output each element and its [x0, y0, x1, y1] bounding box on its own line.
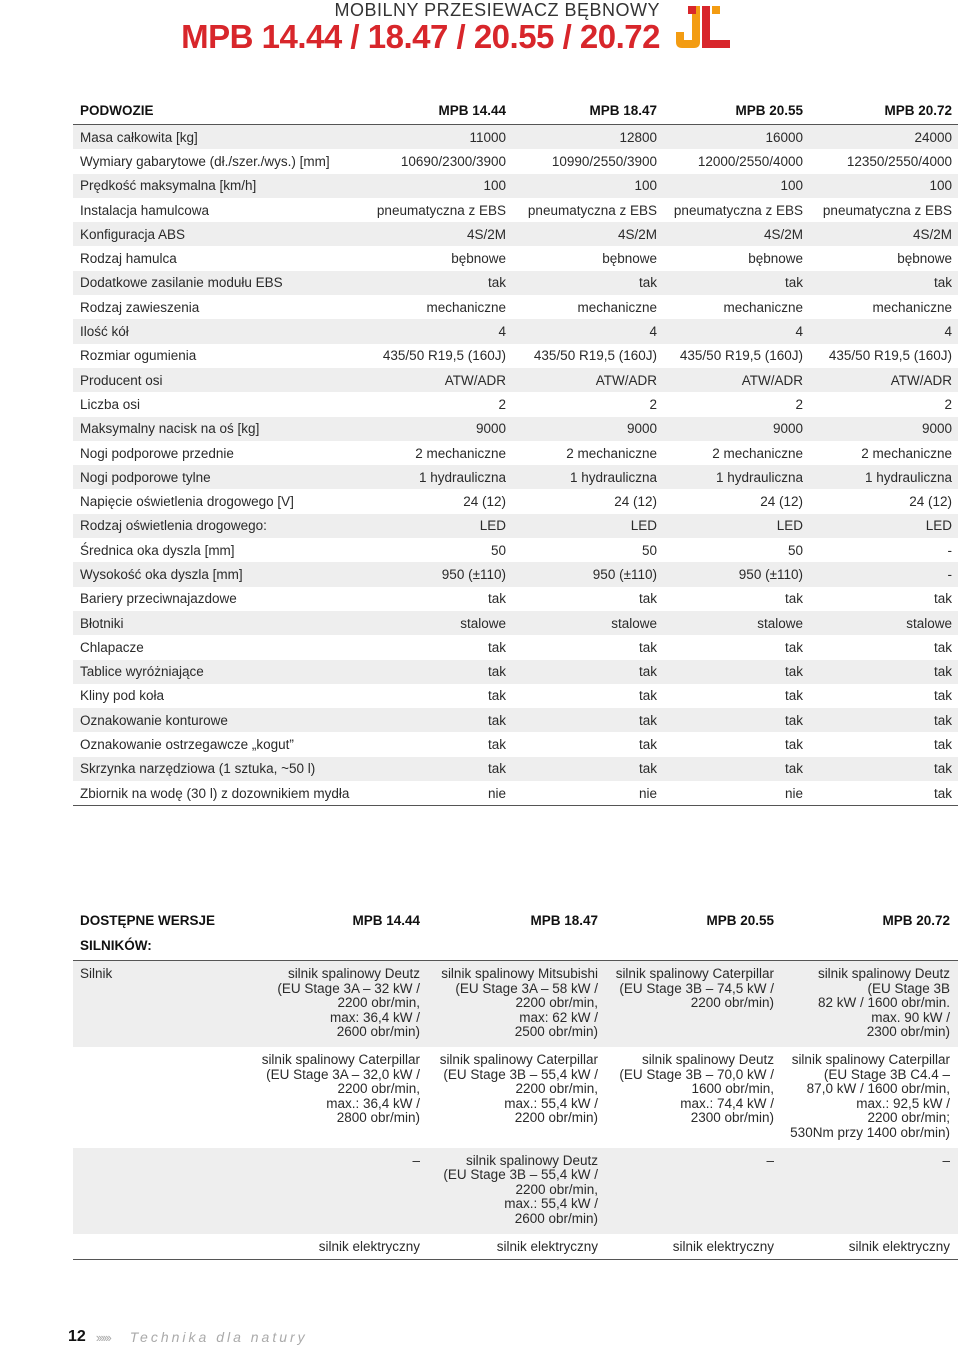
engine-cell — [422, 1053, 600, 1141]
engine-cell-line: 82 kW / 1600 obr/min. — [817, 995, 950, 1011]
row-label: Producent osi — [80, 372, 163, 388]
cell-value: 1 hydrauliczna — [864, 469, 952, 485]
row-label: Rozmiar ogumienia — [80, 348, 197, 364]
cell-value: 100 — [634, 178, 657, 194]
cell-value: mechaniczne — [577, 299, 657, 315]
row-label: Nogi podporowe tylne — [80, 469, 211, 485]
header-subtitle: MOBILNY PRZESIEWACZ BĘBNOWY — [334, 0, 660, 20]
engine-cell-line: 2200 obr/min, — [515, 995, 598, 1011]
engine-row-label — [73, 1240, 250, 1255]
row-label: Zbiornik na wodę (30 l) z dozownikiem mydła — [80, 785, 350, 801]
cell-value: stalowe — [460, 615, 506, 631]
table-row — [73, 757, 958, 781]
cell-value: tak — [784, 761, 803, 777]
cell-value: 9000 — [772, 421, 803, 437]
spec-table — [73, 96, 958, 806]
row-label: Tablice wyróżniające — [80, 664, 204, 680]
row-label: Rodzaj oświetlenia drogowego: — [80, 518, 267, 534]
row-label: Prędkość maksymalna [km/h] — [80, 178, 257, 194]
engine-cell-line: silnik spalinowy Caterpillar — [615, 966, 774, 981]
cell-value: tak — [784, 639, 803, 655]
row-label: Maksymalny nacisk na oś [kg] — [80, 421, 260, 437]
table-row — [73, 368, 958, 392]
engine-cell-line: 2300 obr/min) — [690, 1110, 774, 1126]
cell-value: 24 (12) — [463, 494, 506, 510]
cell-value: 9000 — [475, 421, 506, 437]
table-row — [73, 587, 958, 611]
cell-value: tak — [784, 664, 803, 680]
cell-value: 2 mechaniczne — [415, 445, 506, 461]
cell-value: 100 — [483, 178, 506, 194]
cell-value: 12350/2550/4000 — [846, 153, 952, 169]
cell-value: tak — [933, 591, 952, 607]
engine-cell-line: – — [942, 1152, 950, 1168]
engine-cell — [776, 1240, 952, 1255]
engine-cell-line: max.: 74,4 kW / — [680, 1095, 774, 1111]
table-row — [73, 732, 958, 756]
cell-value: 2 mechaniczne — [566, 445, 657, 461]
engine-cell-line: (EU Stage 3B – 70,0 kW / — [619, 1066, 774, 1082]
cell-value: tak — [638, 639, 657, 655]
engine-cell — [600, 1053, 776, 1141]
cell-value: 4S/2M — [912, 226, 952, 242]
engine-cell — [776, 1053, 952, 1141]
cell-value: tak — [638, 275, 657, 291]
cell-value: nie — [487, 785, 506, 801]
cell-value: tak — [487, 275, 506, 291]
table-row — [73, 246, 958, 270]
cell-value: 4S/2M — [763, 226, 803, 242]
row-label: Kliny pod koła — [80, 688, 165, 704]
table-row — [73, 708, 958, 732]
header-title: MPB 14.44 / 18.47 / 20.55 / 20.72 — [181, 18, 660, 55]
engine-cell-line: max.: 92,5 kW / — [856, 1095, 950, 1111]
engine-cell-line: 2600 obr/min) — [336, 1024, 420, 1040]
engine-cell-line: (EU Stage 3B — [867, 980, 950, 996]
table-row — [73, 198, 958, 222]
row-label: Konfiguracja ABS — [80, 226, 186, 242]
company-logo — [672, 2, 734, 52]
cell-value: 2 — [498, 396, 506, 412]
engine-section-subtitle: SILNIKÓW: — [80, 938, 152, 953]
cell-value: 1 hydrauliczna — [715, 469, 803, 485]
engine-cell-line: (EU Stage 3B C4.4 – — [823, 1066, 950, 1082]
table-row — [73, 489, 958, 513]
engine-cell-line: max.: 36,4 kW / — [326, 1095, 420, 1111]
cell-value: 50 — [641, 542, 657, 558]
engine-cell-line: – — [412, 1152, 420, 1168]
engine-cell — [422, 967, 600, 1040]
cell-value: 12000/2550/4000 — [697, 153, 803, 169]
row-label: Dodatkowe zasilanie modułu EBS — [80, 275, 283, 291]
engine-cell-line: 2200 obr/min) — [514, 1110, 598, 1126]
table-row — [73, 392, 958, 416]
cell-value: tak — [487, 761, 506, 777]
cell-value: tak — [487, 737, 506, 753]
footer-tagline: Technika dla natury — [129, 1329, 308, 1345]
table-row — [73, 538, 958, 562]
cell-value: bębnowe — [748, 251, 803, 267]
engine-cell-line: 2200 obr/min, — [515, 1181, 598, 1197]
engine-cell-line: silnik spalinowy Deutz — [817, 966, 950, 981]
engine-cell — [600, 1240, 776, 1255]
engine-header-row — [73, 908, 958, 932]
engine-cell-line: 2200 obr/min, — [515, 1081, 598, 1097]
cell-value: LED — [776, 518, 803, 534]
engine-cell-line: max. 90 kW / — [871, 1009, 950, 1025]
cell-value: ATW/ADR — [595, 372, 657, 388]
engine-section-title: DOSTĘPNE WERSJE — [80, 912, 216, 928]
cell-value: 4S/2M — [617, 226, 657, 242]
engine-cell-line: (EU Stage 3B – 55,4 kW / — [443, 1066, 598, 1082]
cell-value: 435/50 R19,5 (160J) — [533, 348, 657, 364]
engine-rows — [73, 961, 958, 1259]
cell-value: ATW/ADR — [444, 372, 506, 388]
cell-value: 10690/2300/3900 — [400, 153, 506, 169]
cell-value: 9000 — [626, 421, 657, 437]
table-row — [73, 319, 958, 343]
cell-value: tak — [638, 737, 657, 753]
engine-cell-line: max: 36,4 kW / — [329, 1009, 420, 1025]
cell-value: 950 (±110) — [592, 566, 657, 582]
row-label: Rodzaj zawieszenia — [80, 299, 200, 315]
engine-cell-line: (EU Stage 3B – 55,4 kW / — [443, 1167, 598, 1183]
engine-cell-line: 1600 obr/min, — [691, 1081, 774, 1097]
row-label: Rodzaj hamulca — [80, 251, 177, 267]
engine-cell — [250, 1240, 422, 1255]
cell-value: tak — [933, 737, 952, 753]
chevrons-icon: ›››››› — [95, 1329, 110, 1345]
engine-cell — [422, 1154, 600, 1227]
row-label: Chlapacze — [80, 639, 144, 655]
cell-value: 435/50 R19,5 (160J) — [382, 348, 506, 364]
engine-cell — [250, 1154, 422, 1227]
row-label: Wysokość oka dyszla [mm] — [80, 566, 243, 582]
engine-cell-line: 2200 obr/min, — [337, 995, 420, 1011]
cell-value: 4 — [944, 324, 952, 340]
engine-cell — [776, 967, 952, 1040]
engine-cell-line: silnik elektryczny — [318, 1238, 420, 1254]
cell-value: - — [947, 542, 952, 558]
cell-value: tak — [933, 688, 952, 704]
cell-value: 9000 — [921, 421, 952, 437]
cell-value: 1 hydrauliczna — [418, 469, 506, 485]
cell-value: 100 — [929, 178, 952, 194]
engine-row — [73, 961, 958, 1047]
row-label: Napięcie oświetlenia drogowego [V] — [80, 494, 294, 510]
table-row — [73, 635, 958, 659]
model-col-3: MPB 20.55 — [735, 102, 803, 118]
cell-value: nie — [638, 785, 657, 801]
engine-cell-line: silnik spalinowy Mitsubishi — [441, 966, 598, 981]
engine-cell — [250, 967, 422, 1040]
table-row — [73, 417, 958, 441]
cell-value: tak — [784, 275, 803, 291]
row-label: Błotniki — [80, 615, 124, 631]
cell-value: 24 (12) — [760, 494, 803, 510]
engine-cell-line: silnik elektryczny — [672, 1238, 774, 1254]
spec-header-row — [73, 96, 958, 124]
table-row — [73, 562, 958, 586]
table-row — [73, 441, 958, 465]
engine-cell-line: silnik spalinowy Deutz — [287, 966, 420, 981]
cell-value: ATW/ADR — [741, 372, 803, 388]
engine-cell — [600, 967, 776, 1040]
cell-value: 2 — [795, 396, 803, 412]
row-label: Bariery przeciwnajazdowe — [80, 591, 237, 607]
engine-cell-line: 530Nm przy 1400 obr/min) — [790, 1124, 950, 1140]
cell-value: 12800 — [619, 129, 657, 145]
cell-value: tak — [784, 688, 803, 704]
cell-value: pneumatyczna z EBS — [527, 202, 657, 218]
engine-model-col-1: MPB 14.44 — [352, 912, 420, 928]
cell-value: tak — [487, 639, 506, 655]
cell-value: tak — [784, 737, 803, 753]
engine-table — [73, 908, 958, 1260]
cell-value: tak — [933, 275, 952, 291]
cell-value: ATW/ADR — [890, 372, 952, 388]
cell-value: 4 — [649, 324, 657, 340]
cell-value: 2 mechaniczne — [712, 445, 803, 461]
cell-value: 24 (12) — [909, 494, 952, 510]
cell-value: tak — [933, 639, 952, 655]
cell-value: tak — [638, 664, 657, 680]
cell-value: 1 hydrauliczna — [569, 469, 657, 485]
table-row — [73, 295, 958, 319]
cell-value: 2 — [944, 396, 952, 412]
row-label: Skrzynka narzędziowa (1 sztuka, ~50 l) — [80, 761, 316, 777]
cell-value: pneumatyczna z EBS — [376, 202, 506, 218]
cell-value: 11000 — [469, 129, 506, 145]
cell-value: tak — [487, 688, 506, 704]
page-number: 12 — [68, 1328, 86, 1345]
cell-value: tak — [638, 591, 657, 607]
cell-value: stalowe — [611, 615, 657, 631]
table-row — [73, 660, 958, 684]
engine-cell-line: (EU Stage 3B – 74,5 kW / — [619, 980, 774, 996]
cell-value: pneumatyczna z EBS — [822, 202, 952, 218]
engine-cell-line: silnik spalinowy Caterpillar — [261, 1051, 420, 1067]
row-label: Instalacja hamulcowa — [80, 202, 210, 218]
engine-cell-line: 2500 obr/min) — [514, 1024, 598, 1040]
engine-model-col-2: MPB 18.47 — [530, 912, 598, 928]
engine-cell — [776, 1154, 952, 1227]
cell-value: mechaniczne — [426, 299, 506, 315]
cell-value: bębnowe — [602, 251, 657, 267]
cell-value: 50 — [787, 542, 803, 558]
table-row — [73, 271, 958, 295]
model-col-1: MPB 14.44 — [438, 102, 506, 118]
cell-value: mechaniczne — [723, 299, 803, 315]
table-row — [73, 222, 958, 246]
cell-value: tak — [638, 761, 657, 777]
row-label: Nogi podporowe przednie — [80, 445, 234, 461]
table-row — [73, 514, 958, 538]
cell-value: tak — [638, 712, 657, 728]
table-row — [73, 611, 958, 635]
cell-value: LED — [630, 518, 657, 534]
table-row — [73, 125, 958, 149]
engine-row-label — [73, 1053, 250, 1141]
cell-value: 4S/2M — [466, 226, 506, 242]
cell-value: 435/50 R19,5 (160J) — [828, 348, 952, 364]
cell-value: tak — [933, 761, 952, 777]
cell-value: LED — [925, 518, 952, 534]
page-footer — [68, 1325, 308, 1349]
row-label: Oznakowanie konturowe — [80, 712, 228, 728]
cell-value: 2 mechaniczne — [861, 445, 952, 461]
cell-value: pneumatyczna z EBS — [673, 202, 803, 218]
row-label: Ilość kół — [80, 324, 129, 340]
cell-value: mechaniczne — [872, 299, 952, 315]
cell-value: 4 — [498, 324, 506, 340]
engine-row-label: Silnik — [80, 966, 113, 981]
table-row — [73, 149, 958, 173]
engine-cell-line: max.: 55,4 kW / — [504, 1095, 598, 1111]
table-row — [73, 174, 958, 198]
cell-value: LED — [479, 518, 506, 534]
cell-value: 100 — [780, 178, 803, 194]
engine-cell-line: 87,0 kW / 1600 obr/min, — [806, 1081, 950, 1097]
cell-value: nie — [784, 785, 803, 801]
engine-cell-line: (EU Stage 3A – 32 kW / — [277, 980, 420, 996]
row-label: Średnica oka dyszla [mm] — [80, 542, 235, 558]
engine-row — [73, 1047, 958, 1148]
engine-bottom-divider — [73, 1259, 958, 1260]
engine-cell-line: 2200 obr/min) — [690, 995, 774, 1011]
engine-cell-line: silnik elektryczny — [496, 1238, 598, 1254]
engine-row — [73, 1148, 958, 1234]
table-row — [73, 344, 958, 368]
table-row — [73, 781, 958, 805]
cell-value: 2 — [649, 396, 657, 412]
engine-row-label — [73, 1154, 250, 1227]
cell-value: tak — [487, 591, 506, 607]
engine-cell-line: max.: 55,4 kW / — [504, 1196, 598, 1212]
cell-value: stalowe — [757, 615, 803, 631]
cell-value: - — [947, 566, 952, 582]
engine-cell-line: max: 62 kW / — [519, 1009, 598, 1025]
table-row — [73, 684, 958, 708]
row-label: Oznakowanie ostrzegawcze „kogut” — [80, 737, 294, 753]
cell-value: 950 (±110) — [738, 566, 803, 582]
engine-cell-line: silnik spalinowy Caterpillar — [439, 1051, 598, 1067]
cell-value: bębnowe — [451, 251, 506, 267]
cell-value: stalowe — [906, 615, 952, 631]
cell-value: 24 (12) — [614, 494, 657, 510]
model-col-4: MPB 20.72 — [884, 102, 952, 118]
table-row — [73, 465, 958, 489]
cell-value: tak — [487, 664, 506, 680]
engine-cell-line: silnik spalinowy Deutz — [641, 1051, 774, 1067]
row-label: Wymiary gabarytowe (dł./szer./wys.) [mm] — [80, 153, 330, 169]
cell-value: 10990/2550/3900 — [551, 153, 657, 169]
cell-value: tak — [487, 712, 506, 728]
engine-cell-line: 2800 obr/min) — [336, 1110, 420, 1126]
engine-cell-line: 2300 obr/min) — [866, 1024, 950, 1040]
spec-rows — [73, 125, 958, 805]
cell-value: tak — [784, 712, 803, 728]
engine-cell — [600, 1154, 776, 1227]
engine-cell-line: (EU Stage 3A – 58 kW / — [455, 980, 598, 996]
cell-value: 24000 — [914, 129, 952, 145]
section-title: PODWOZIE — [80, 102, 154, 118]
cell-value: tak — [784, 591, 803, 607]
cell-value: tak — [933, 664, 952, 680]
engine-row — [73, 1234, 958, 1260]
engine-model-col-3: MPB 20.55 — [706, 912, 774, 928]
row-label: Masa całkowita [kg] — [80, 129, 198, 145]
cell-value: 16000 — [765, 129, 803, 145]
cell-value: 950 (±110) — [441, 566, 506, 582]
cell-value: 50 — [490, 542, 506, 558]
cell-value: tak — [638, 688, 657, 704]
engine-cell-line: 2200 obr/min; — [867, 1110, 950, 1126]
table-bottom-divider — [73, 805, 958, 806]
cell-value: tak — [933, 712, 952, 728]
engine-cell-line: 2200 obr/min, — [337, 1081, 420, 1097]
engine-cell-line: – — [766, 1152, 774, 1168]
cell-value: 435/50 R19,5 (160J) — [679, 348, 803, 364]
engine-cell-line: silnik elektryczny — [848, 1238, 950, 1254]
engine-cell-line: 2600 obr/min) — [514, 1210, 598, 1226]
engine-cell — [250, 1053, 422, 1141]
row-label: Liczba osi — [80, 396, 141, 412]
cell-value: 4 — [795, 324, 803, 340]
engine-cell-line: silnik spalinowy Caterpillar — [791, 1051, 950, 1067]
engine-cell-line: silnik spalinowy Deutz — [465, 1152, 598, 1168]
engine-cell — [422, 1240, 600, 1255]
cell-value: bębnowe — [897, 251, 952, 267]
engine-cell-line: (EU Stage 3A – 32,0 kW / — [266, 1066, 420, 1082]
engine-model-col-4: MPB 20.72 — [882, 912, 950, 928]
cell-value: tak — [933, 785, 952, 801]
model-col-2: MPB 18.47 — [589, 102, 657, 118]
